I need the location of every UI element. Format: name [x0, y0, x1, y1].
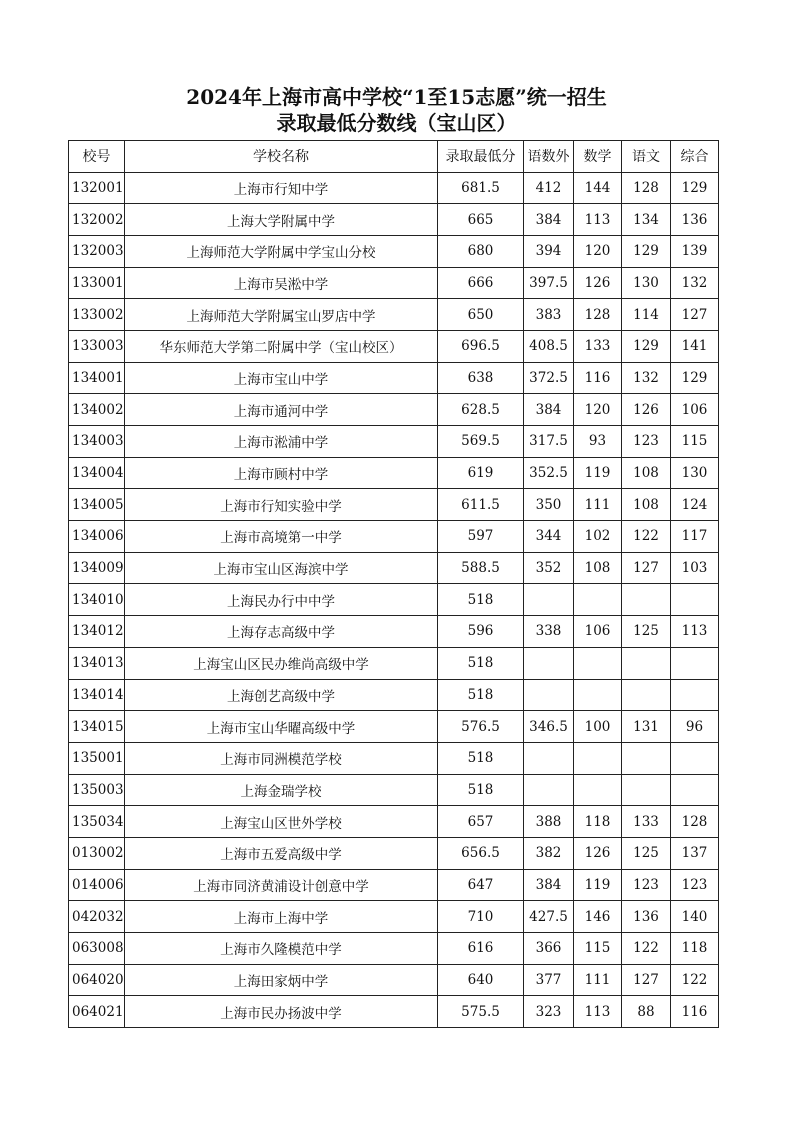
table-row [69, 299, 719, 331]
comprehensive-score: 130 [671, 457, 719, 489]
header-school-name: 学校名称 [125, 141, 438, 173]
school-code: 134006 [69, 521, 125, 553]
min-score: 576.5 [438, 711, 524, 743]
table-row [69, 679, 719, 711]
school-name: 上海市久隆模范中学 [125, 933, 438, 965]
table-row [69, 901, 719, 933]
comprehensive-score: 123 [671, 869, 719, 901]
school-name: 上海市行知中学 [125, 172, 438, 204]
math-score: 111 [574, 489, 622, 521]
math-score: 100 [574, 711, 622, 743]
table-row [69, 172, 719, 204]
header-math: 数学 [574, 141, 622, 173]
chinese-score: 126 [622, 394, 671, 426]
table-row [69, 267, 719, 299]
math-score [574, 742, 622, 774]
min-score: 710 [438, 901, 524, 933]
math-score: 119 [574, 457, 622, 489]
math-score: 146 [574, 901, 622, 933]
chinese-math-english-score: 382 [524, 837, 574, 869]
min-score: 656.5 [438, 837, 524, 869]
school-code: 134012 [69, 616, 125, 648]
table-row [69, 362, 719, 394]
school-name: 上海市民办扬波中学 [125, 996, 438, 1028]
chinese-math-english-score: 397.5 [524, 267, 574, 299]
math-score: 144 [574, 172, 622, 204]
school-code: 134005 [69, 489, 125, 521]
min-score: 518 [438, 742, 524, 774]
math-score: 133 [574, 330, 622, 362]
school-name: 上海大学附属中学 [125, 204, 438, 236]
table-row [69, 806, 719, 838]
school-code: 135003 [69, 774, 125, 806]
table-row [69, 394, 719, 426]
min-score: 596 [438, 616, 524, 648]
school-name: 上海创艺高级中学 [125, 679, 438, 711]
school-code: 042032 [69, 901, 125, 933]
comprehensive-score: 118 [671, 933, 719, 965]
chinese-score: 122 [622, 521, 671, 553]
school-code: 135001 [69, 742, 125, 774]
comprehensive-score [671, 647, 719, 679]
min-score: 650 [438, 299, 524, 331]
chinese-score: 108 [622, 457, 671, 489]
comprehensive-score: 140 [671, 901, 719, 933]
admission-score-table [68, 140, 719, 1028]
header-min-score: 录取最低分 [438, 141, 524, 173]
table-body [69, 172, 719, 1028]
document-title-line2: 录取最低分数线（宝山区） [276, 111, 517, 135]
table-row [69, 457, 719, 489]
school-code: 134010 [69, 584, 125, 616]
chinese-score [622, 774, 671, 806]
school-code: 014006 [69, 869, 125, 901]
math-score: 120 [574, 235, 622, 267]
school-code: 134015 [69, 711, 125, 743]
chinese-math-english-score: 384 [524, 204, 574, 236]
chinese-math-english-score [524, 742, 574, 774]
school-name: 上海市行知实验中学 [125, 489, 438, 521]
math-score: 113 [574, 204, 622, 236]
comprehensive-score: 106 [671, 394, 719, 426]
min-score: 518 [438, 647, 524, 679]
min-score: 647 [438, 869, 524, 901]
school-code: 133001 [69, 267, 125, 299]
chinese-score [622, 647, 671, 679]
chinese-math-english-score: 317.5 [524, 426, 574, 458]
math-score: 120 [574, 394, 622, 426]
school-name: 上海师范大学附属宝山罗店中学 [125, 299, 438, 331]
school-name: 上海市宝山中学 [125, 362, 438, 394]
table-row [69, 552, 719, 584]
chinese-math-english-score: 377 [524, 964, 574, 996]
math-score: 106 [574, 616, 622, 648]
header-comprehensive: 综合 [671, 141, 719, 173]
comprehensive-score: 117 [671, 521, 719, 553]
school-code: 132003 [69, 235, 125, 267]
chinese-score: 125 [622, 837, 671, 869]
table-row [69, 584, 719, 616]
school-code: 134009 [69, 552, 125, 584]
table-row [69, 711, 719, 743]
comprehensive-score [671, 679, 719, 711]
school-name: 上海宝山区民办维尚高级中学 [125, 647, 438, 679]
table-row [69, 837, 719, 869]
school-code: 064020 [69, 964, 125, 996]
school-name: 上海存志高级中学 [125, 616, 438, 648]
chinese-score: 123 [622, 869, 671, 901]
school-code: 134002 [69, 394, 125, 426]
table-row [69, 330, 719, 362]
chinese-score: 134 [622, 204, 671, 236]
table-row [69, 616, 719, 648]
math-score [574, 679, 622, 711]
school-name: 上海市同济黄浦设计创意中学 [125, 869, 438, 901]
chinese-score: 127 [622, 552, 671, 584]
chinese-math-english-score: 352 [524, 552, 574, 584]
school-name: 上海田家炳中学 [125, 964, 438, 996]
chinese-score: 133 [622, 806, 671, 838]
chinese-math-english-score: 350 [524, 489, 574, 521]
min-score: 638 [438, 362, 524, 394]
chinese-score [622, 679, 671, 711]
comprehensive-score: 122 [671, 964, 719, 996]
school-code: 134014 [69, 679, 125, 711]
header-school-code: 校号 [69, 141, 125, 173]
comprehensive-score: 115 [671, 426, 719, 458]
chinese-math-english-score: 427.5 [524, 901, 574, 933]
comprehensive-score: 124 [671, 489, 719, 521]
min-score: 696.5 [438, 330, 524, 362]
table-row [69, 742, 719, 774]
school-name: 华东师范大学第二附属中学（宝山校区） [125, 330, 438, 362]
school-name: 上海民办行中中学 [125, 584, 438, 616]
comprehensive-score: 96 [671, 711, 719, 743]
table-row [69, 426, 719, 458]
comprehensive-score: 139 [671, 235, 719, 267]
chinese-math-english-score [524, 647, 574, 679]
table-row [69, 964, 719, 996]
school-code: 134004 [69, 457, 125, 489]
school-name: 上海市通河中学 [125, 394, 438, 426]
chinese-score: 122 [622, 933, 671, 965]
chinese-math-english-score: 388 [524, 806, 574, 838]
school-code: 064021 [69, 996, 125, 1028]
min-score: 597 [438, 521, 524, 553]
chinese-score: 128 [622, 172, 671, 204]
chinese-score: 132 [622, 362, 671, 394]
chinese-score: 125 [622, 616, 671, 648]
min-score: 680 [438, 235, 524, 267]
math-score: 118 [574, 806, 622, 838]
table-row [69, 204, 719, 236]
school-code: 132001 [69, 172, 125, 204]
math-score: 119 [574, 869, 622, 901]
chinese-score: 129 [622, 330, 671, 362]
math-score [574, 774, 622, 806]
header-chinese: 语文 [622, 141, 671, 173]
school-name: 上海市淞浦中学 [125, 426, 438, 458]
school-name: 上海市宝山区海滨中学 [125, 552, 438, 584]
table-row [69, 647, 719, 679]
school-name: 上海市同洲模范学校 [125, 742, 438, 774]
chinese-math-english-score [524, 679, 574, 711]
chinese-score: 130 [622, 267, 671, 299]
min-score: 640 [438, 964, 524, 996]
min-score: 518 [438, 679, 524, 711]
school-code: 063008 [69, 933, 125, 965]
comprehensive-score: 141 [671, 330, 719, 362]
chinese-score: 136 [622, 901, 671, 933]
chinese-math-english-score: 372.5 [524, 362, 574, 394]
min-score: 681.5 [438, 172, 524, 204]
school-code: 133002 [69, 299, 125, 331]
table-header-row [69, 141, 719, 173]
table-row [69, 235, 719, 267]
chinese-score: 108 [622, 489, 671, 521]
table-row [69, 869, 719, 901]
min-score: 665 [438, 204, 524, 236]
min-score: 611.5 [438, 489, 524, 521]
school-name: 上海市五爱高级中学 [125, 837, 438, 869]
chinese-math-english-score: 412 [524, 172, 574, 204]
math-score: 126 [574, 267, 622, 299]
school-name: 上海市高境第一中学 [125, 521, 438, 553]
chinese-score: 88 [622, 996, 671, 1028]
chinese-math-english-score [524, 584, 574, 616]
chinese-math-english-score: 383 [524, 299, 574, 331]
document-title-line1: 2024年上海市高中学校“1至15志愿”统一招生 [186, 85, 607, 109]
min-score: 569.5 [438, 426, 524, 458]
chinese-score: 127 [622, 964, 671, 996]
school-code: 134013 [69, 647, 125, 679]
table-row [69, 489, 719, 521]
math-score: 111 [574, 964, 622, 996]
chinese-score [622, 584, 671, 616]
table-row [69, 933, 719, 965]
chinese-score [622, 742, 671, 774]
math-score: 115 [574, 933, 622, 965]
chinese-math-english-score: 338 [524, 616, 574, 648]
comprehensive-score: 127 [671, 299, 719, 331]
chinese-math-english-score: 384 [524, 869, 574, 901]
math-score: 116 [574, 362, 622, 394]
chinese-math-english-score: 323 [524, 996, 574, 1028]
min-score: 616 [438, 933, 524, 965]
comprehensive-score [671, 742, 719, 774]
comprehensive-score: 103 [671, 552, 719, 584]
school-name: 上海宝山区世外学校 [125, 806, 438, 838]
comprehensive-score [671, 774, 719, 806]
chinese-math-english-score [524, 774, 574, 806]
chinese-math-english-score: 366 [524, 933, 574, 965]
math-score: 128 [574, 299, 622, 331]
chinese-score: 129 [622, 235, 671, 267]
school-code: 013002 [69, 837, 125, 869]
math-score: 102 [574, 521, 622, 553]
comprehensive-score: 128 [671, 806, 719, 838]
chinese-math-english-score: 408.5 [524, 330, 574, 362]
min-score: 518 [438, 774, 524, 806]
chinese-score: 123 [622, 426, 671, 458]
comprehensive-score: 136 [671, 204, 719, 236]
comprehensive-score: 113 [671, 616, 719, 648]
comprehensive-score: 129 [671, 362, 719, 394]
school-name: 上海市顾村中学 [125, 457, 438, 489]
min-score: 628.5 [438, 394, 524, 426]
chinese-math-english-score: 352.5 [524, 457, 574, 489]
header-chinese-math-english: 语数外 [524, 141, 574, 173]
chinese-math-english-score: 384 [524, 394, 574, 426]
min-score: 619 [438, 457, 524, 489]
chinese-math-english-score: 344 [524, 521, 574, 553]
school-code: 133003 [69, 330, 125, 362]
table-row [69, 996, 719, 1028]
math-score: 126 [574, 837, 622, 869]
school-name: 上海市宝山华曜高级中学 [125, 711, 438, 743]
comprehensive-score: 137 [671, 837, 719, 869]
school-name: 上海市吴淞中学 [125, 267, 438, 299]
comprehensive-score: 129 [671, 172, 719, 204]
math-score: 93 [574, 426, 622, 458]
school-name: 上海市上海中学 [125, 901, 438, 933]
chinese-math-english-score: 346.5 [524, 711, 574, 743]
school-code: 134001 [69, 362, 125, 394]
math-score [574, 584, 622, 616]
comprehensive-score: 116 [671, 996, 719, 1028]
chinese-score: 131 [622, 711, 671, 743]
table-row [69, 521, 719, 553]
min-score: 666 [438, 267, 524, 299]
min-score: 575.5 [438, 996, 524, 1028]
min-score: 657 [438, 806, 524, 838]
chinese-score: 114 [622, 299, 671, 331]
min-score: 588.5 [438, 552, 524, 584]
school-name: 上海师范大学附属中学宝山分校 [125, 235, 438, 267]
table-row [69, 774, 719, 806]
school-code: 132002 [69, 204, 125, 236]
comprehensive-score: 132 [671, 267, 719, 299]
school-name: 上海金瑞学校 [125, 774, 438, 806]
comprehensive-score [671, 584, 719, 616]
school-code: 134003 [69, 426, 125, 458]
math-score: 108 [574, 552, 622, 584]
chinese-math-english-score: 394 [524, 235, 574, 267]
min-score: 518 [438, 584, 524, 616]
school-code: 135034 [69, 806, 125, 838]
math-score: 113 [574, 996, 622, 1028]
math-score [574, 647, 622, 679]
